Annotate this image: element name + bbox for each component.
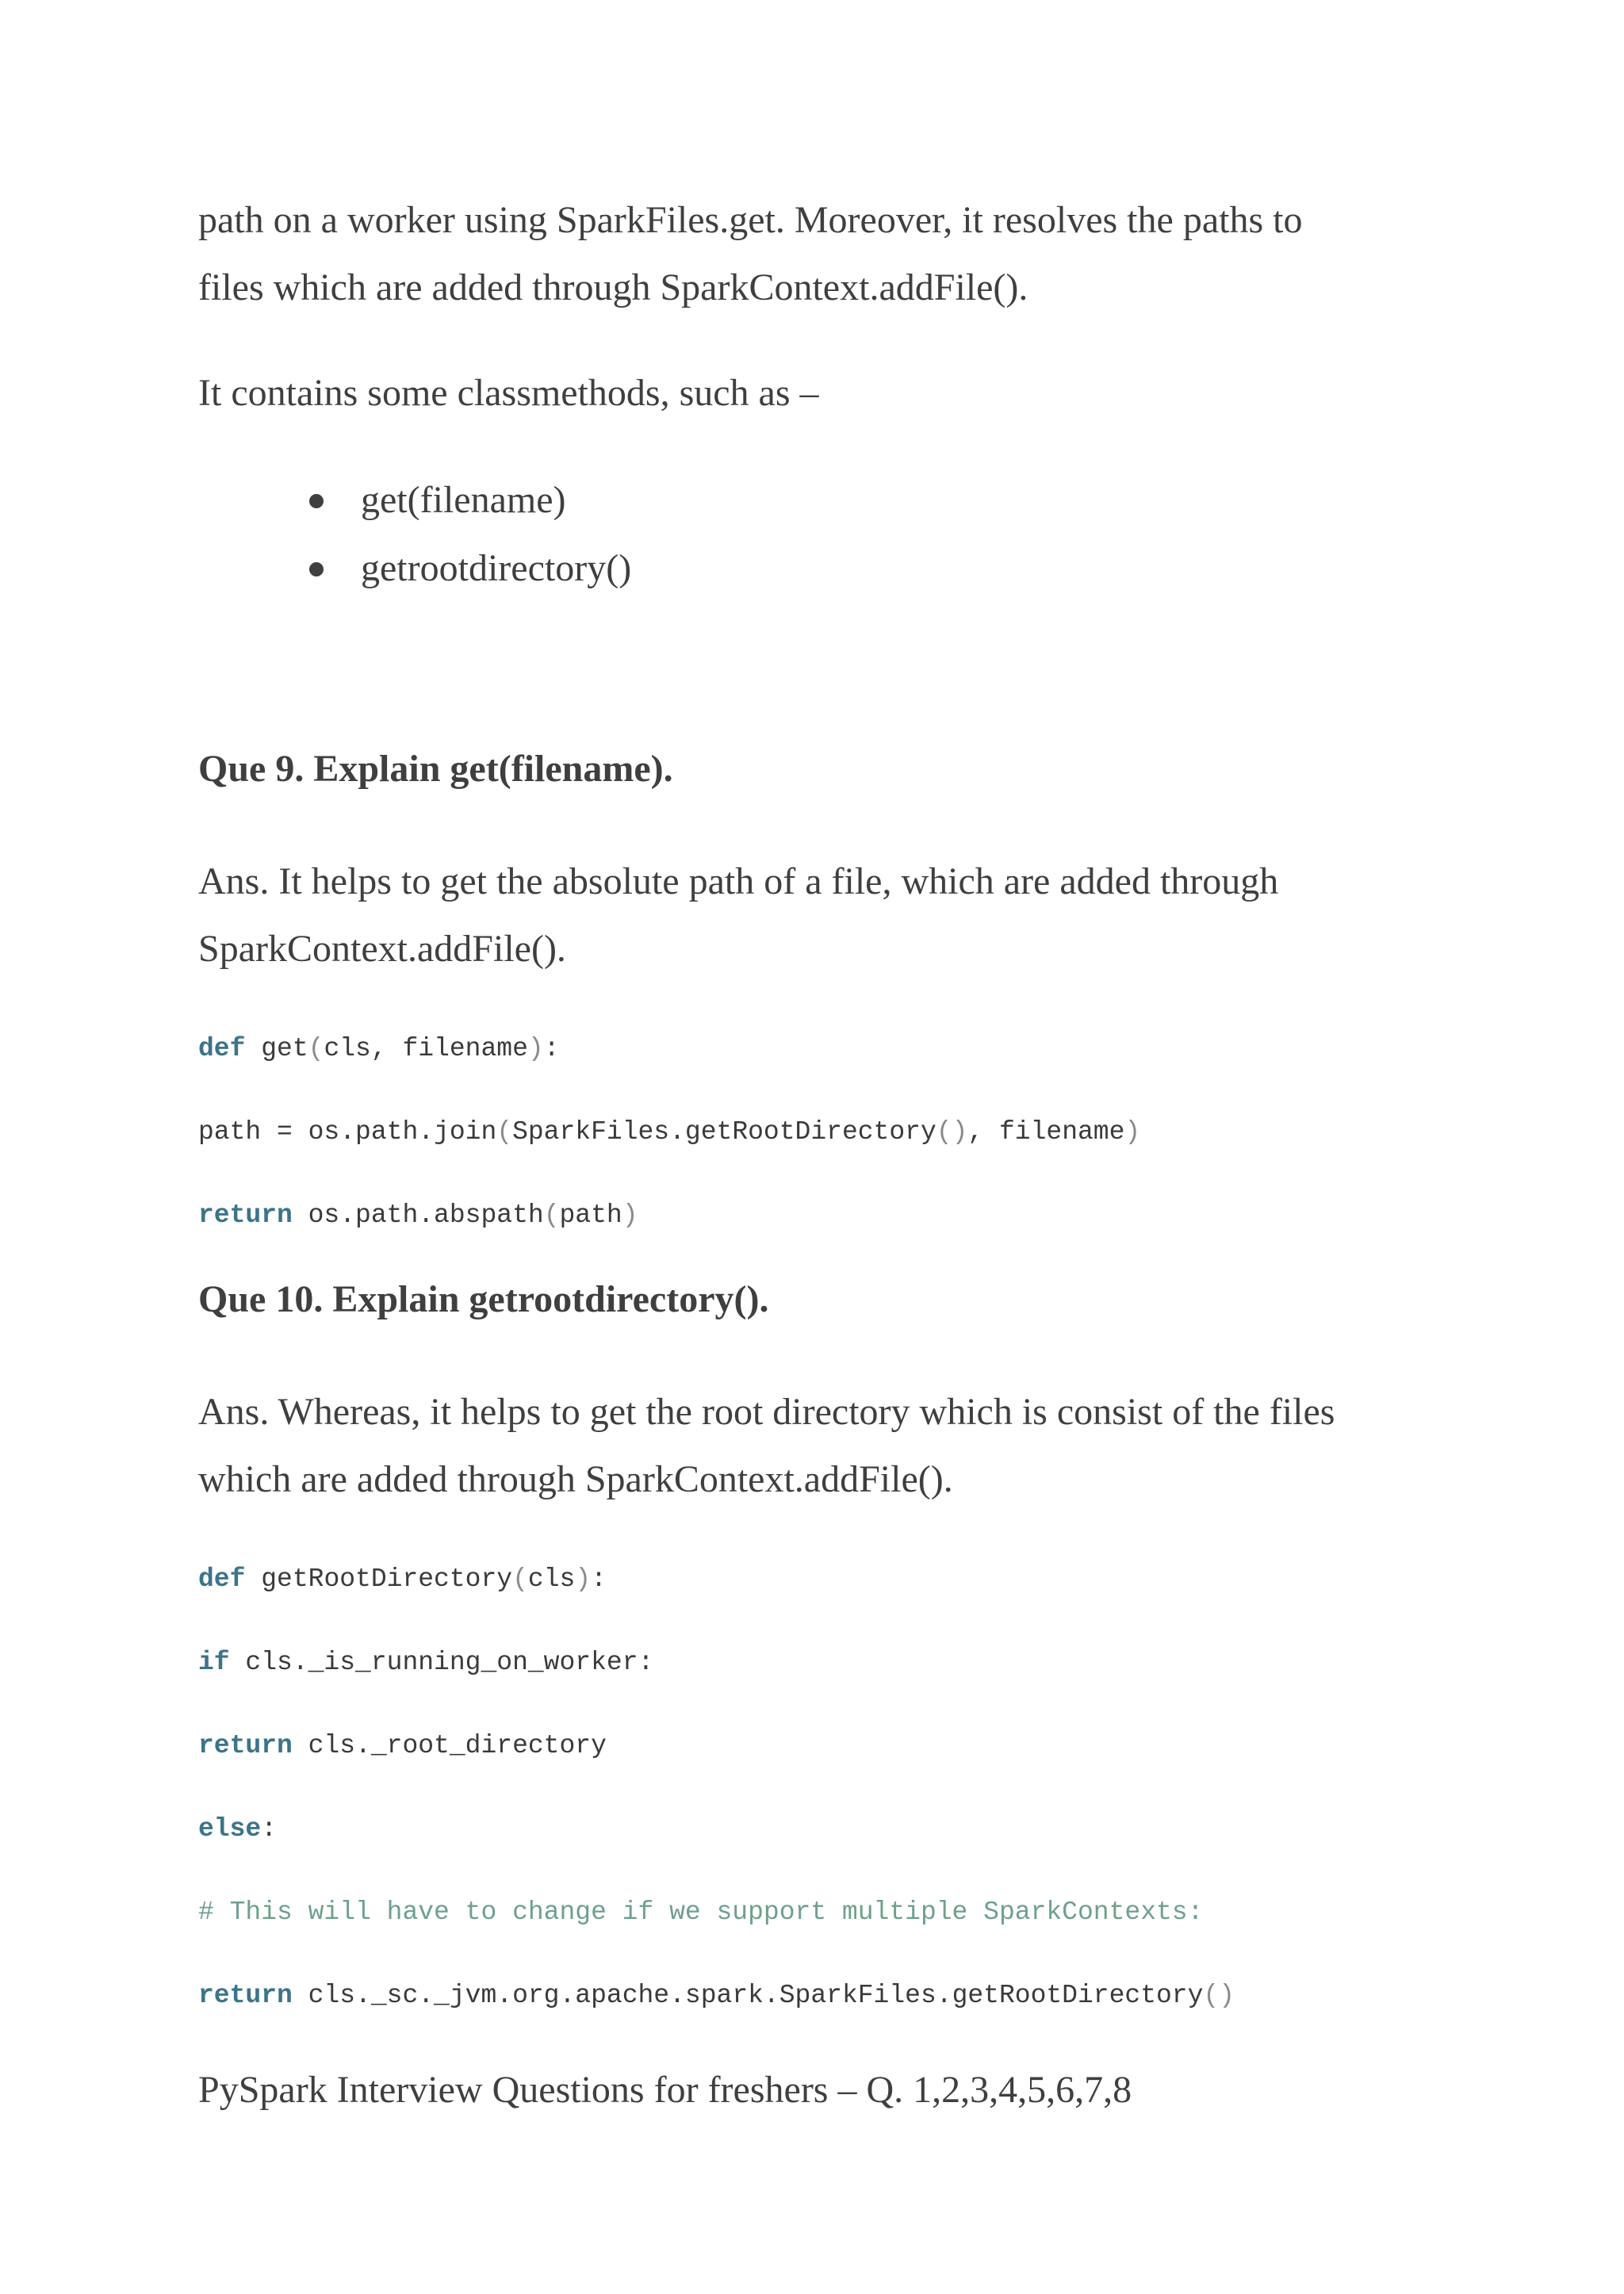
code-text: cls._sc._jvm.org.apache.spark.SparkFiles.getRootDirectory [292, 1981, 1204, 2010]
list-item-label: get(filename) [361, 479, 566, 521]
list-item [309, 534, 631, 603]
footer-link[interactable]: PySpark Interview Questions for freshers – Q. 1,2,3,4,5,6,7,8 [198, 2069, 1132, 2111]
code-text: , filename [967, 1117, 1125, 1147]
q10-heading: Que 10. Explain getrootdirectory(). [198, 1278, 769, 1320]
code-punctuation: ( [543, 1201, 560, 1230]
list-item [309, 466, 631, 534]
code-text: SparkFiles.getRootDirectory [512, 1117, 936, 1147]
q10-answer-line-1: Ans. Whereas, it helps to get the root directory which is consist of the files [198, 1391, 1335, 1433]
code-text: cls._is_running_on_worker: [229, 1648, 654, 1677]
code-comment: # This will have to change if we support multiple SparkContexts: [198, 1898, 1204, 1927]
code-punctuation: ) [622, 1201, 638, 1230]
q9-code-line-1 [198, 1033, 560, 1065]
q9-answer-line-2: SparkContext.addFile(). [198, 928, 566, 970]
bullet-icon [309, 494, 324, 508]
q9-heading: Que 9. Explain get(filename). [198, 748, 673, 790]
intro-line-1: path on a worker using SparkFiles.get. Moreover, it resolves the paths to [198, 199, 1303, 241]
q10-answer-line-2: which are added through SparkContext.addFile(). [198, 1458, 953, 1500]
code-text: : [591, 1564, 607, 1594]
code-text: cls [527, 1564, 576, 1594]
code-text: cls, filename [324, 1034, 528, 1063]
code-keyword: if [198, 1648, 230, 1677]
classmethods-intro: It contains some classmethods, such as – [198, 372, 819, 414]
q9-answer-line-1: Ans. It helps to get the absolute path of a file, which are added through [198, 860, 1279, 902]
code-punctuation: ( [512, 1564, 528, 1594]
q9-code-line-3 [198, 1200, 638, 1231]
q10-code-line-4 [198, 1813, 277, 1845]
code-text: os.path.abspath [292, 1201, 544, 1230]
code-keyword: return [198, 1981, 293, 2010]
code-text: path = os.path.join [198, 1117, 497, 1147]
code-keyword: return [198, 1201, 293, 1230]
list-item-label: getrootdirectory() [361, 547, 632, 589]
q10-code-line-5 [198, 1897, 1203, 1928]
code-text: get [245, 1034, 308, 1063]
code-keyword: def [198, 1034, 246, 1063]
code-text: cls._root_directory [292, 1731, 607, 1760]
q10-code-line-1 [198, 1564, 607, 1595]
code-punctuation: ) [575, 1564, 592, 1594]
intro-line-2: files which are added through SparkContext.addFile(). [198, 266, 1028, 308]
code-text: getRootDirectory [245, 1564, 513, 1594]
code-keyword: else [198, 1814, 262, 1844]
code-punctuation: ( [308, 1034, 324, 1063]
classmethods-list [309, 466, 631, 603]
code-text: : [261, 1814, 278, 1844]
code-punctuation: () [1203, 1981, 1235, 2010]
bullet-icon [309, 562, 324, 576]
code-text: path [559, 1201, 622, 1230]
code-punctuation: ) [1124, 1117, 1141, 1147]
q10-code-line-6 [198, 1980, 1235, 2012]
q10-code-line-3 [198, 1730, 607, 1762]
code-punctuation: ( [496, 1117, 513, 1147]
code-text: : [543, 1034, 560, 1063]
code-keyword: return [198, 1731, 293, 1760]
code-punctuation: () [936, 1117, 968, 1147]
code-punctuation: ) [527, 1034, 544, 1063]
code-keyword: def [198, 1564, 246, 1594]
q9-code-line-2 [198, 1116, 1140, 1148]
q10-code-line-2 [198, 1647, 653, 1679]
